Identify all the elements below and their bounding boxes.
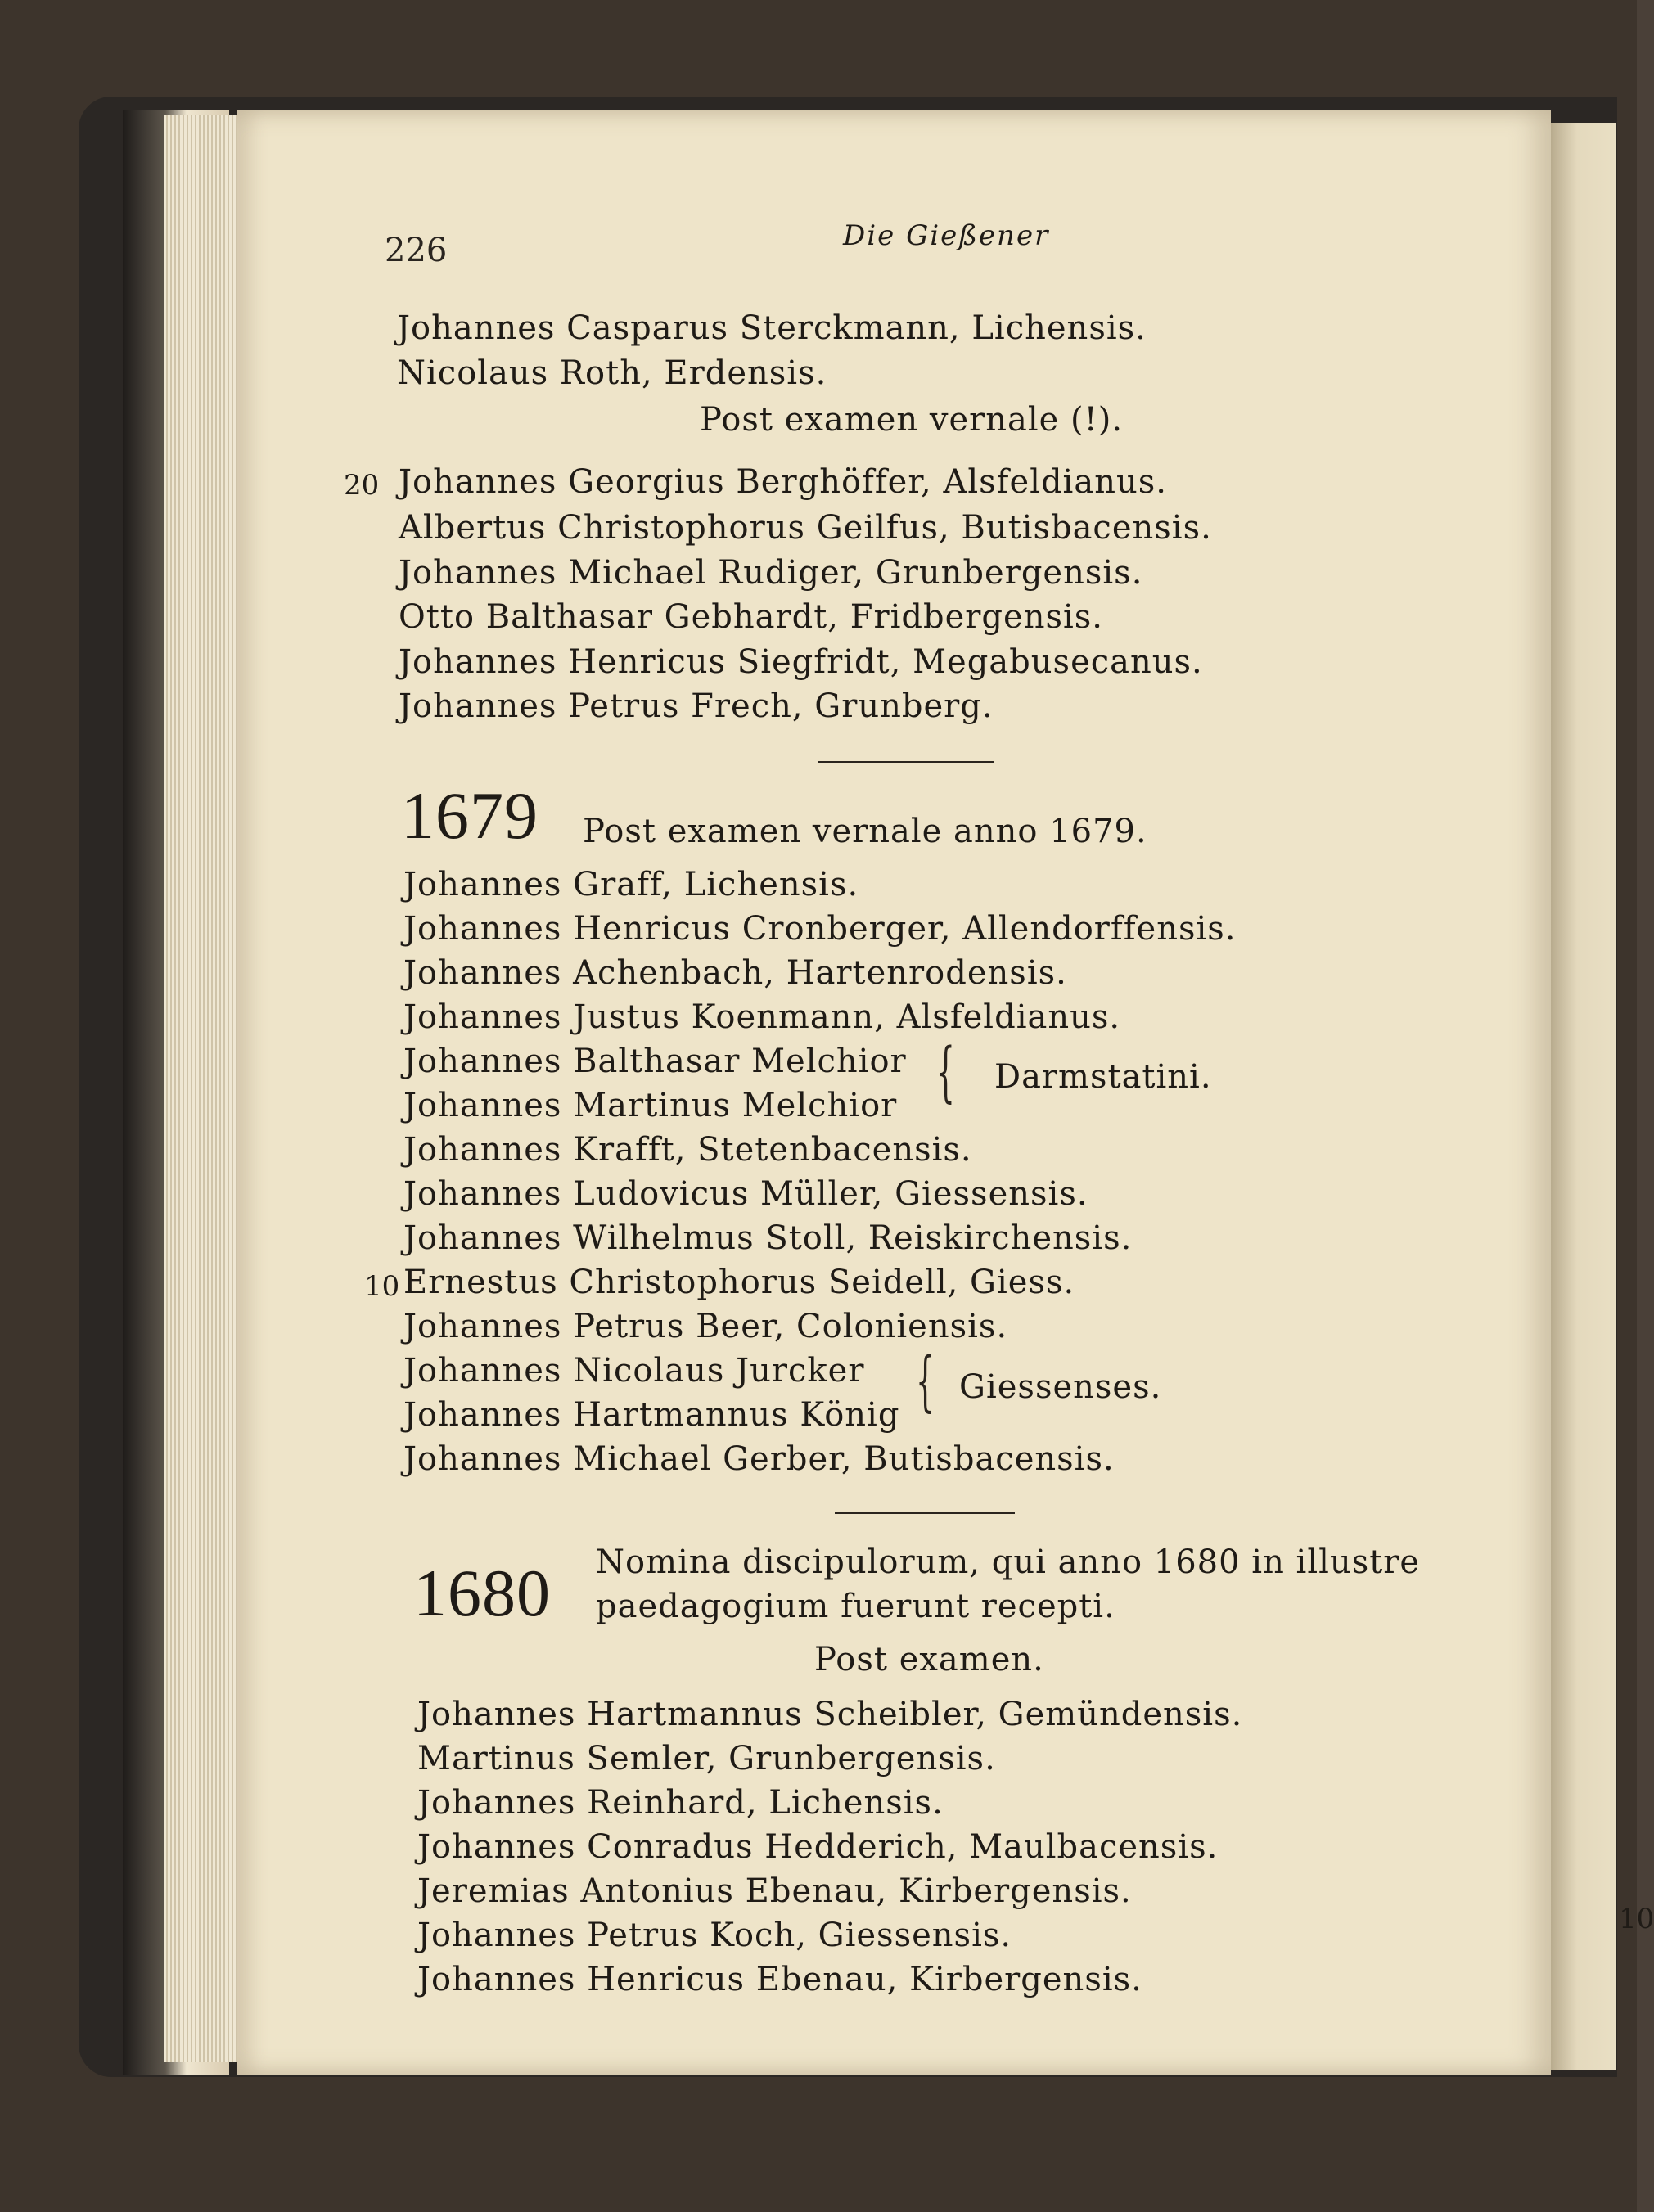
section-heading: Nomina discipulorum, qui anno 1680 in illustre xyxy=(596,1543,1421,1581)
adjacent-page-fragment: 10 xyxy=(1619,1903,1654,1935)
entry-line: Johannes Reinhard, Lichensis. xyxy=(417,1784,944,1822)
entry-line: Johannes Balthasar Melchior xyxy=(403,1043,907,1080)
section-heading: paedagogium fuerunt recepti. xyxy=(596,1588,1115,1625)
line-number: 10 xyxy=(364,1270,400,1303)
entry-line: Johannes Georgius Berghöffer, Alsfeldianus. xyxy=(399,463,1167,501)
entry-line: Johannes Petrus Beer, Coloniensis. xyxy=(403,1308,1008,1345)
entry-line: Johannes Henricus Ebenau, Kirbergensis. xyxy=(417,1961,1142,1998)
entry-line: Johannes Achenbach, Hartenrodensis. xyxy=(403,954,1067,992)
line-number: 20 xyxy=(344,469,380,502)
entry-line: Johannes Petrus Frech, Grunberg. xyxy=(399,687,994,725)
entry-line: Johannes Martinus Melchior xyxy=(403,1087,898,1124)
section-divider xyxy=(835,1512,1015,1514)
year-heading: 1679 xyxy=(401,778,539,853)
entry-line: Johannes Wilhelmus Stoll, Reiskirchensis. xyxy=(403,1219,1133,1257)
entry-line: Johannes Michael Gerber, Butisbacensis. xyxy=(403,1440,1115,1478)
entry-line: Otto Balthasar Gebhardt, Fridbergensis. xyxy=(399,598,1104,636)
section-divider xyxy=(818,761,994,763)
entry-line: Johannes Casparus Sterckmann, Lichensis. xyxy=(397,309,1147,347)
running-head: Die Gießener xyxy=(843,219,1050,252)
entry-line: Johannes Ludovicus Müller, Giessensis. xyxy=(403,1175,1088,1213)
brace-label: Darmstatini. xyxy=(994,1058,1212,1096)
section-heading: Post examen vernale anno 1679. xyxy=(583,813,1147,850)
adjacent-page xyxy=(1551,123,1616,2070)
entry-line: Nicolaus Roth, Erdensis. xyxy=(397,354,827,392)
subheading: Post examen. xyxy=(814,1641,1044,1678)
entry-line: Martinus Semler, Grunbergensis. xyxy=(417,1740,996,1777)
entry-line: Johannes Henricus Siegfridt, Megabusecanus. xyxy=(399,643,1203,681)
brace-mark: { xyxy=(915,1343,935,1419)
entry-line: Johannes Conradus Hedderich, Maulbacensis. xyxy=(417,1828,1219,1866)
entry-line: Johannes Petrus Koch, Giessensis. xyxy=(417,1917,1012,1954)
subheading: Post examen vernale (!). xyxy=(700,401,1124,439)
entry-line: Ernestus Christophorus Seidell, Giess. xyxy=(403,1264,1075,1301)
entry-line: Johannes Henricus Cronberger, Allendorffensis. xyxy=(403,910,1237,948)
entry-line: Johannes Nicolaus Jurcker xyxy=(403,1352,865,1390)
entry-line: Albertus Christophorus Geilfus, Butisbacensis. xyxy=(399,509,1212,547)
brace-mark: { xyxy=(935,1034,955,1110)
entry-line: Johannes Hartmannus Scheibler, Gemündensis. xyxy=(417,1696,1243,1733)
entry-line: Johannes Graff, Lichensis. xyxy=(403,866,859,903)
entry-line: Johannes Michael Rudiger, Grunbergensis. xyxy=(399,554,1143,592)
page-number: 226 xyxy=(385,232,448,269)
entry-line: Johannes Hartmannus König xyxy=(403,1396,900,1434)
year-heading: 1680 xyxy=(413,1556,551,1630)
entry-line: Johannes Krafft, Stetenbacensis. xyxy=(403,1131,972,1169)
entry-line: Johannes Justus Koenmann, Alsfeldianus. xyxy=(403,998,1121,1036)
entry-line: Jeremias Antonius Ebenau, Kirbergensis. xyxy=(417,1872,1132,1910)
brace-label: Giessenses. xyxy=(959,1368,1162,1406)
